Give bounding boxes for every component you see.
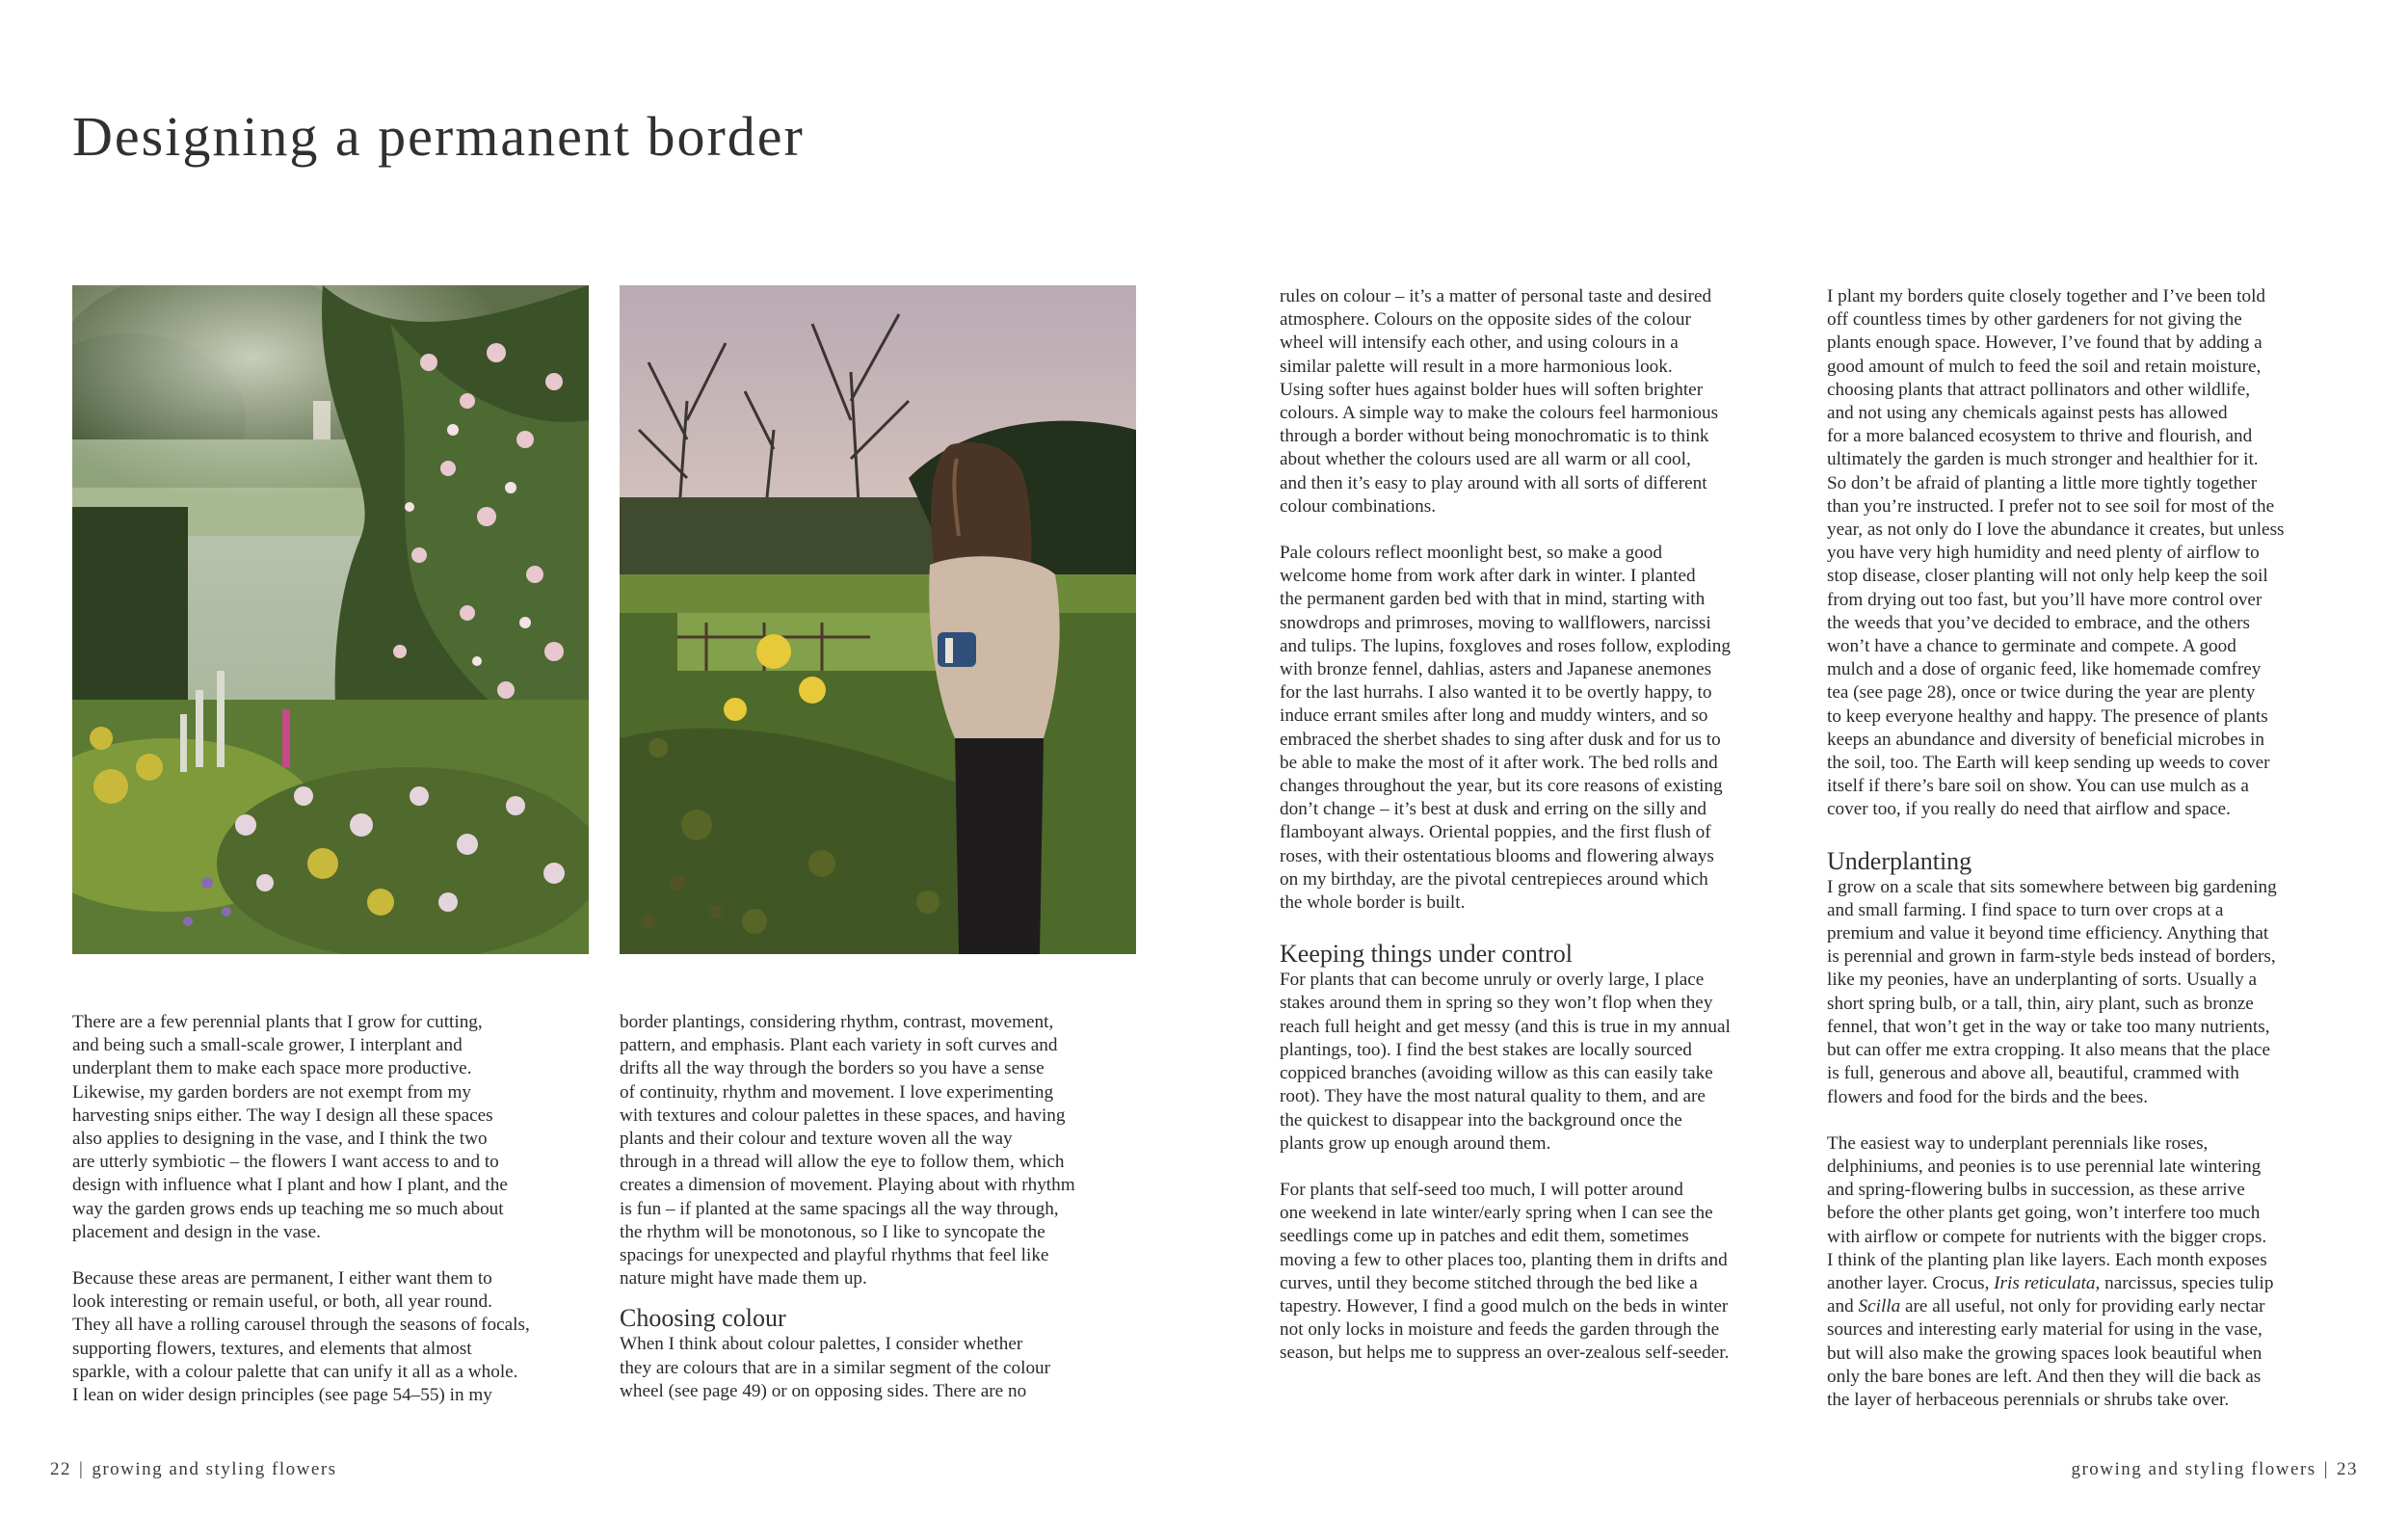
running-footer-left: growing and styling flowers (92, 1459, 337, 1479)
paragraph: For plants that self-seed too much, I will potter around one weekend in late winter/early spring when I can see the seedlings come up in patches and edit them, sometimes moving a few to other places too, planting them in drifts and curves, until they become stitched through the bed like a tapestry. However, I find a good mulch on the beds in winter not only locks in moisture and feeds the garden through the season, but helps me to suppress an over-zealous self-seeder. (1280, 1179, 1730, 1364)
text-run: The easiest way to underplant perennials like roses, delphiniums, and peonies is to use perennial late wintering and spring-flowering bulbs in succession, as these arrive before the other plants get going, won’t interfere too much with airflow or compete for nutrients with the bigger crops. I think of the planting plan like layers. Each month exposes another layer. Crocus, (1827, 1132, 2267, 1293)
text-run: are all useful, not only for providing early nectar sources and interesting early material for using in the vase, but will also make the growing spaces look beautiful when only the bare bones are left. And then they will die back as the layer of herbaceous perennials or shrubs take over. (1827, 1296, 2265, 1410)
page-title: Designing a permanent border (72, 105, 805, 168)
paragraph: Pale colours reflect moonlight best, so make a good welcome home from work after dark in winter. I planted the permanent garden bed with that in mind, starting with snowdrops and primroses, moving to wallflowers, narcissi and tulips. The lupins, foxgloves and roses follow, exploding with bronze fennel, dahlias, asters and Japanese anemones for the last hurrahs. I also wanted it to be overtly happy, to induce errant smiles after long and muddy winters, and so embraced the sherbet shades to sing after dusk and for us to be able to make the most of it after work. The bed rolls and changes throughout the year, but its core reasons of existing don’t change – it’s best at dusk and erring on the silly and flamboyant always. Oriental poppies, and the first flush of roses, with their ostentatious blooms and flowering always on my birthday, are the pivotal centrepieces around which the whole border is built. (1280, 543, 1731, 914)
paragraph: I grow on a scale that sits somewhere between big gardening and small farming. I find space to turn over crops at a premium and value it beyond time efficiency. Anything that is perennial and grown in farm-style beds instead of borders, like my peonies, have an underplanting of sorts. Usually a short spring bulb, or a tall, thin, airy plant, such as bronze fennel, that won’t get in the way or take too many nutrients, but can offer me extra cropping. It also means that the place is full, generous and above all, beautiful, crammed with flowers and food for the birds and the bees. (1827, 876, 2277, 1107)
section-heading-underplanting: Underplanting (1827, 846, 1972, 875)
paragraph (1827, 1132, 2367, 1412)
section-heading-choosing-colour: Choosing colour (620, 1304, 786, 1333)
italic-text: Iris reticulata (1994, 1272, 2096, 1293)
footer-left (50, 1459, 337, 1480)
paragraph: border plantings, considering rhythm, contrast, movement, pattern, and emphasis. Plant each variety in soft curves and drifts all the way through the borders so you have a sense of continuity, rhythm and movement. I love experimenting with textures and colour palettes in these spaces, and having plants and their colour and texture woven all the way through in a thread will allow the eye to follow them, which creates a dimension of movement. Playing about with rhythm is fun – if planted at the same spacings all the way through, the rhythm will be monotonous, so I like to syncopate the spacings for unexpected and playful rhythms that feel like nature might have made them up. (620, 1012, 1075, 1290)
running-footer-right: growing and styling flowers (2071, 1459, 2316, 1479)
separator: | (2323, 1459, 2329, 1479)
italic-text: Scilla (1858, 1296, 1901, 1317)
text-run: , narcissus, species tulip and (1827, 1272, 2274, 1317)
paragraph: For plants that can become unruly or overly large, I place stakes around them in spring so they won’t flop when they reach full height and get messy (and this is true in my annual plantings, too). I find the best stakes are locally sourced coppiced branches (avoiding willow as this can easily take root). They have the most natural quality to them, and are the quickest to disappear into the background once the plants grow up enough around them. (1280, 970, 1731, 1154)
text-column-4 (1827, 285, 2367, 1412)
paragraph: There are a few perennial plants that I grow for cutting, and being such a small-scale grower, I interplant and underplant them to make each space more productive. Likewise, my garden borders are not exempt from my harvesting snips either. The way I design all these spaces also applies to designing in the vase, and I think the two are utterly symbiotic – the flowers I want access to and to design with influence what I plant and how I plant, and the way the garden grows ends up teaching me so much about placement and design in the vase. (72, 1012, 508, 1242)
garden-photo-roses (72, 285, 589, 954)
footer-right (2071, 1459, 2358, 1480)
garden-photo-woman (620, 285, 1136, 954)
text-column-3 (1280, 285, 1819, 1366)
section-heading-keeping-things-under-control: Keeping things under control (1280, 940, 1573, 969)
page-number-left: 22 (50, 1459, 71, 1479)
text-column-1 (72, 1011, 612, 1407)
page-number-right: 23 (2337, 1459, 2358, 1479)
text-column-2 (620, 1011, 1159, 1403)
paragraph: When I think about colour palettes, I consider whether they are colours that are in a similar segment of the colour wheel (see page 49) or on opposing sides. There are no (620, 1334, 1051, 1401)
paragraph: I plant my borders quite closely together and I’ve been told off countless times by other gardeners for not giving the plants enough space. However, I’ve found that by adding a good amount of mulch to feed the soil and retain moisture, choosing plants that attract pollinators and other wildlife, and not using any chemicals against pests has allowed for a more balanced ecosystem to thrive and flourish, and ultimately the garden is much stronger and healthier for it. So don’t be afraid of planting a little more tightly together than you’re instructed. I prefer not to see soil for most of the year, as not only do I love the abundance it creates, but unless you have very high humidity and need plenty of airflow to stop disease, closer planting will not only help keep the soil from drying out too fast, but you’ll have more control over the weeds that you’ve decided to embrace, and the others won’t have a chance to germinate and compete. A good mulch and a dose of organic feed, like homemade comfrey tea (see page 28), once or twice during the year are plenty to keep everyone healthy and happy. The presence of plants keeps an abundance and diversity of beneficial microbes in the soil, too. The Earth will keep sending up weeds to cover itself if there’s bare soil on show. You can use mulch as a cover too, if you really do need that airflow and space. (1827, 286, 2285, 820)
paragraph: rules on colour – it’s a matter of personal taste and desired atmosphere. Colours on the opposite sides of the colour wheel will intensify each other, and using colours in a similar palette will result in a more harmonious look. Using softer hues against bolder hues will soften brighter colours. A simple way to make the colours feel harmonious through a border without being monochromatic is to think about whether the colours used are all warm or all cool, and then it’s easy to play around with all sorts of different colour combinations. (1280, 286, 1719, 517)
paragraph: Because these areas are permanent, I either want them to look interesting or remain useful, or both, all year round. They all have a rolling carousel through the seasons of focals, supporting flowers, textures, and elements that almost sparkle, with a colour palette that can unify it all as a whole. I lean on wider design principles (see page 54–55) in my (72, 1268, 530, 1406)
separator: | (79, 1459, 85, 1479)
